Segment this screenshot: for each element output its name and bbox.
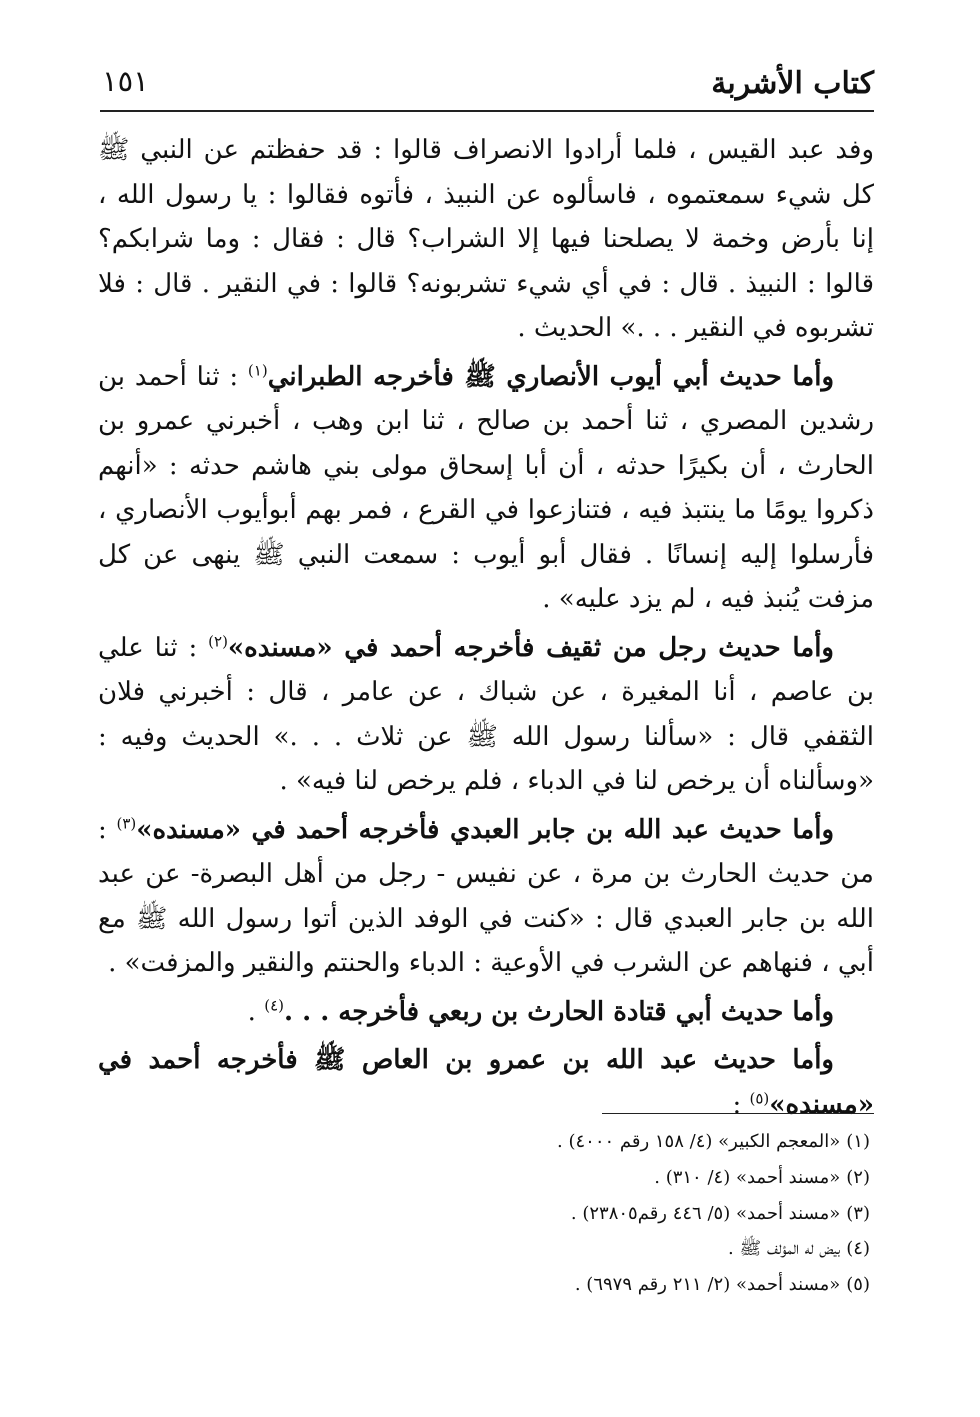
footnote-1: [200, 1124, 870, 1160]
paragraph-4: [98, 808, 874, 986]
footnotes-section: [200, 1124, 870, 1303]
paragraph-lead: وأما حديث أبي أيوب الأنصاري ﷺ فأخرجه الطبراني: [267, 361, 834, 392]
footnote-number: (١): [846, 1131, 870, 1152]
footnote-text: بيض له المؤلف ﷺ .: [728, 1238, 841, 1260]
footnote-4: [200, 1231, 870, 1267]
paragraph-text: :: [732, 1089, 750, 1120]
paragraph-lead: وأما حديث أبي قتادة الحارث بن ربعي فأخرجه . . .: [283, 996, 834, 1027]
footnote-ref-1[interactable]: (١): [247, 360, 268, 379]
footnote-5: [200, 1267, 870, 1303]
paragraph-text: وفد عبد القيس ، فلما أرادوا الانصراف قالوا : قد حفظتم عن النبي ﷺ كل شيء سمعتموه ، فاسألوه عن النبيذ ، فأتوه فقالوا : يا رسول الله ، إنا بأرض وخمة لا يصلحنا فيها إلا الشراب؟ قال : فقال : وما شرابكم؟ قالوا : النبيذ . قال : في أي شيء تشربونه؟ قالوا : في النقير . قال : فلا تشربوه في النقير . . .» الحديث .: [98, 135, 874, 343]
footnote-divider: [602, 1113, 874, 1114]
main-text: [98, 128, 874, 1127]
page-number: ١٥١: [102, 64, 149, 98]
paragraph-lead: وأما حديث عبد الله بن جابر العبدي فأخرجه أحمد في «مسنده»: [136, 814, 834, 845]
footnote-text: «مسند أحمد» (٢/ ٢١١ رقم ٦٩٧٩) .: [574, 1274, 841, 1296]
paragraph-lead: وأما حديث عبد الله بن عمرو بن العاص ﷺ فأخرجه أحمد في «مسنده»: [98, 1045, 874, 1120]
footnote-text: «المعجم الكبير» (٤/ ١٥٨ رقم ٤٠٠٠) .: [557, 1131, 841, 1152]
footnote-ref-4[interactable]: (٤): [264, 995, 284, 1014]
chapter-title: كتاب الأشربة: [711, 66, 874, 101]
paragraph-text: .: [247, 996, 265, 1027]
paragraph-text: : ثنا أحمد بن رشدين المصري ، ثنا أحمد بن صالح ، ثنا ابن وهب ، أخبرني عمرو بن الحارث ، أن بكيرًا حدثه ، أن أبا إسحاق مولى بني هاشم حدثه : «أنهم ذكروا يومًا ما ينتبذ فيه ، فتنازعوا في القرع ، فمر بهم أبوأيوب الأنصاري ، فأرسلوا إليه إنسانًا . فقال أبو أيوب : سمعت النبي ﷺ ينهى عن كل مزفت يُنبذ فيه ، لم يزد عليه» .: [98, 361, 874, 614]
footnote-text: «مسند أحمد» (٥/ ٤٤٦ رقم٢٣٨٠٥) .: [570, 1202, 841, 1224]
paragraph-5: [98, 990, 874, 1035]
footnote-ref-2[interactable]: (٢): [208, 631, 228, 650]
footnote-text: «مسند أحمد» (٤/ ٣١٠) .: [654, 1166, 841, 1188]
footnote-number: (٤): [846, 1238, 870, 1260]
footnote-2: [200, 1160, 870, 1196]
paragraph-lead: وأما حديث رجل من ثقيف فأخرجه أحمد في «مسنده»: [227, 632, 834, 663]
footnote-ref-3[interactable]: (٣): [116, 813, 137, 832]
paragraph-1: [98, 128, 874, 351]
paragraph-text: : من حديث الحارث بن مرة ، عن نفيس - رجل من أهل البصرة- عن عبد الله بن جابر العبدي قال : «كنت في الوفد الذين أتوا رسول الله ﷺ مع أبي ، فنهاهم عن الشرب في الأوعية : الدباء والحنتم والنقير والمزفت» .: [98, 814, 874, 978]
footnote-number: (٢): [846, 1166, 870, 1188]
page-header: [100, 60, 874, 112]
paragraph-2: [98, 355, 874, 622]
footnote-number: (٣): [846, 1202, 870, 1224]
paragraph-text: : ثنا علي بن عاصم ، أنا المغيرة ، عن شباك ، عن عامر ، قال : أخبرني فلان الثقفي قال : «سألنا رسول الله ﷺ عن ثلاث . . .» الحديث وفيه : «وسألناه أن يرخص لنا في الدباء ، فلم يرخص لنا فيه» .: [98, 632, 874, 796]
footnote-ref-5[interactable]: (٥): [749, 1088, 770, 1107]
footnote-3: [200, 1196, 870, 1232]
paragraph-3: [98, 626, 874, 804]
footnote-number: (٥): [846, 1274, 870, 1296]
